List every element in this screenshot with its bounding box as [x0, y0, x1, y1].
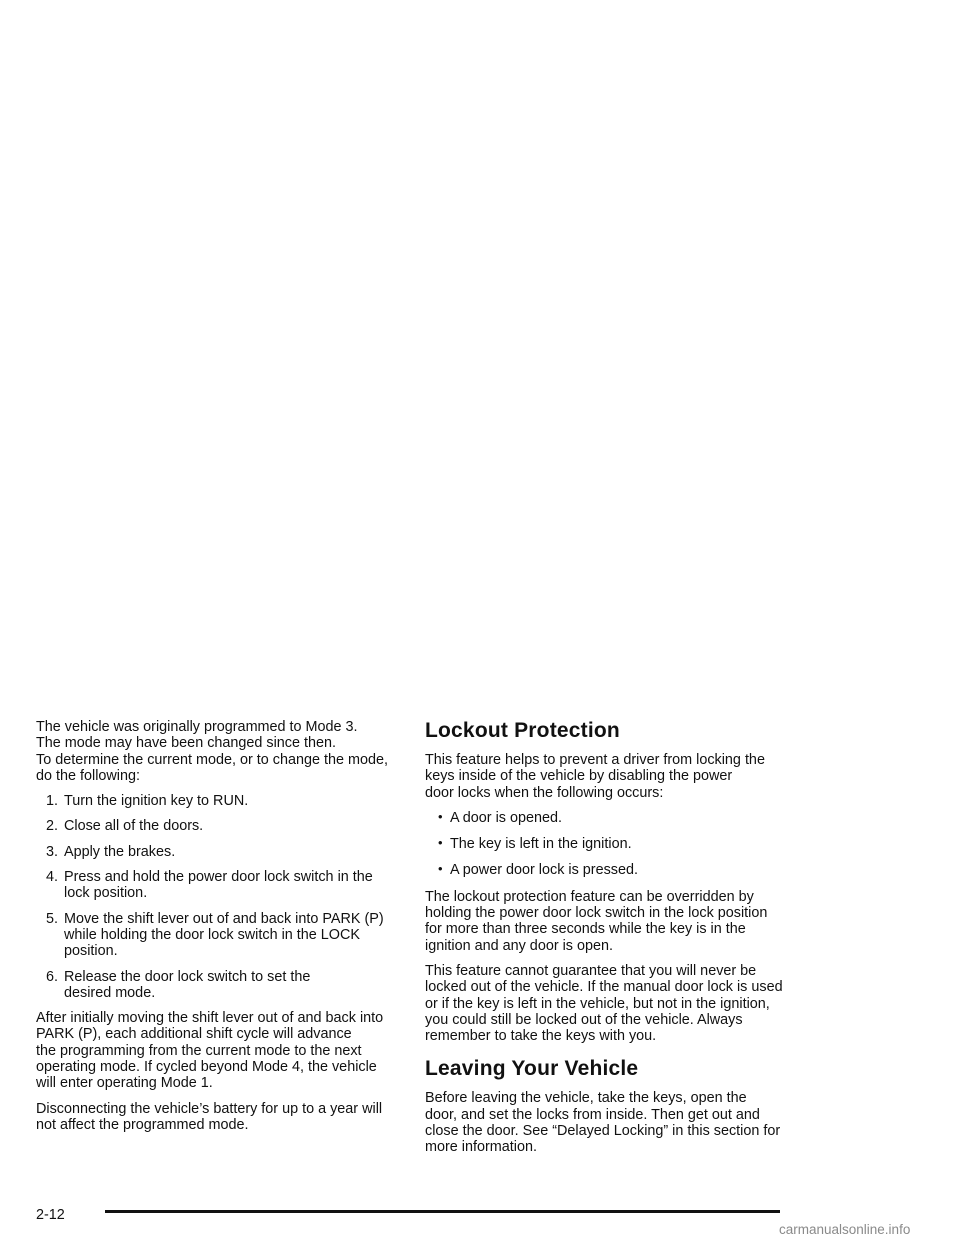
lockout-conditions-list — [425, 810, 790, 879]
list-item-lock-pressed: • A power door lock is pressed. — [438, 861, 638, 879]
lockout-guarantee-paragraph: This feature cannot guarantee that you will never be locked out of the vehicle. If the manual door lock is used or if the key is left in the vehicle, but not in the ignition, you could still be locked out of the vehicle. Always remember to take the keys with you. — [425, 962, 783, 1045]
list-item-step-3: 3. Apply the brakes. — [46, 843, 176, 860]
battery-paragraph: Disconnecting the vehicle’s battery for up to a year will not affect the programmed mode. — [36, 1100, 383, 1133]
left-column — [36, 719, 396, 1142]
bullet-icon: • — [438, 835, 443, 851]
programming-steps-list — [36, 793, 396, 1001]
list-item-key-in-ignition: • The key is left in the ignition. — [438, 835, 632, 853]
list-item-step-4: 4. Press and hold the power door lock switch in the lock position. — [46, 869, 373, 902]
page-number: 2-12 — [36, 1207, 65, 1223]
lockout-intro-paragraph: This feature helps to prevent a driver from locking the keys inside of the vehicle by disabling the power door locks when the following occurs: — [425, 752, 765, 801]
shift-cycle-paragraph: After initially moving the shift lever out of and back into PARK (P), each additional shift cycle will advance the programming from the current mode to the next operating mode. If cycled beyond Mode 4, the vehicle will enter operating Mode 1. — [36, 1010, 384, 1092]
list-item-step-6: 6. Release the door lock switch to set the desired mode. — [46, 968, 311, 1001]
lockout-override-paragraph: The lockout protection feature can be overridden by holding the power door lock switch in the lock position for more than three seconds while the key is in the ignition and any door is open. — [425, 888, 768, 954]
bullet-icon: • — [438, 861, 443, 877]
leaving-paragraph: Before leaving the vehicle, take the keys, open the door, and set the locks from inside. Then get out and close the door. See “Delayed Locking” in this section for more information. — [425, 1090, 781, 1156]
right-column — [425, 719, 790, 1165]
list-item-step-2: 2. Close all of the doors. — [46, 818, 204, 835]
leaving-your-vehicle-heading: Leaving Your Vehicle — [425, 1057, 639, 1081]
list-item-step-1: 1. Turn the ignition key to RUN. — [46, 793, 249, 810]
watermark-text: carmanualsonline.info — [779, 1222, 911, 1237]
list-item-step-5: 5. Move the shift lever out of and back into PARK (P) while holding the door lock switch in the LOCK position. — [46, 910, 384, 960]
bullet-icon: • — [438, 808, 443, 824]
lockout-protection-heading: Lockout Protection — [425, 719, 620, 742]
list-item-door-opened: • A door is opened. — [438, 808, 563, 826]
intro-paragraph: The vehicle was originally programmed to Mode 3. The mode may have been changed since then. To determine the current mode, or to change the mode, do the following: — [36, 719, 388, 784]
footer-rule — [105, 1210, 780, 1213]
